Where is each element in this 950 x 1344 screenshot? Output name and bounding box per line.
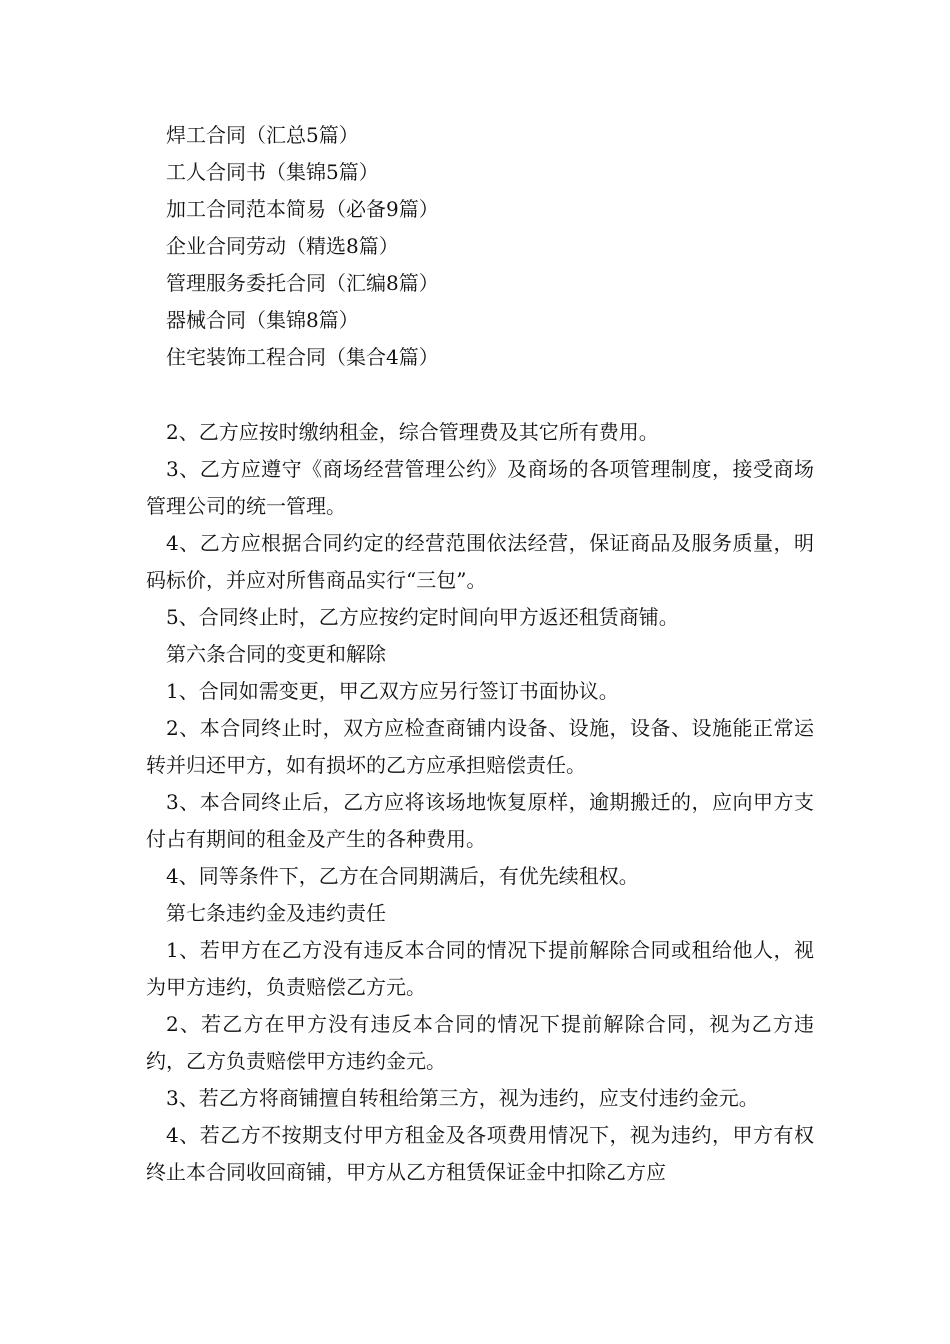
related-link-management-service-contract[interactable]: 管理服务委托合同（汇编8篇） <box>166 271 439 295</box>
related-link-decoration-contract[interactable]: 住宅装饰工程合同（集合4篇） <box>166 345 439 369</box>
related-link-worker-contract[interactable]: 工人合同书（集锦5篇） <box>166 160 379 184</box>
section-heading: 第七条违约金及违约责任 <box>166 901 386 925</box>
related-link-welder-contract[interactable]: 焊工合同（汇总5篇） <box>166 123 359 147</box>
clause-paragraph: 4、乙方应根据合同约定的经营范围依法经营，保证商品及服务质量，明码标价，并应对所售商品实行“三包”。 <box>146 531 814 592</box>
clause-paragraph: 3、乙方应遵守《商场经营管理公约》及商场的各项管理制度，接受商场管理公司的统一管理。 <box>146 457 814 518</box>
clause-paragraph: 4、同等条件下，乙方在合同期满后，有优先续租权。 <box>166 864 639 888</box>
clause-paragraph: 3、本合同终止后，乙方应将该场地恢复原样，逾期搬迁的，应向甲方支付占有期间的租金及产生的各种费用。 <box>146 790 814 851</box>
related-links-list <box>146 117 826 376</box>
clause-paragraph: 2、本合同终止时，双方应检查商铺内设备、设施，设备、设施能正常运转并归还甲方，如有损坏的乙方应承担赔偿责任。 <box>146 716 814 777</box>
clause-paragraph: 3、若乙方将商铺擅自转租给第三方，视为违约，应支付违约金元。 <box>166 1086 759 1110</box>
related-link-processing-contract[interactable]: 加工合同范本简易（必备9篇） <box>166 197 439 221</box>
clause-paragraph: 2、乙方应按时缴纳租金，综合管理费及其它所有费用。 <box>166 420 659 444</box>
clause-paragraph: 1、合同如需变更，甲乙双方应另行签订书面协议。 <box>166 679 619 703</box>
related-link-equipment-contract[interactable]: 器械合同（集锦8篇） <box>166 308 359 332</box>
clause-paragraph: 1、若甲方在乙方没有违反本合同的情况下提前解除合同或租给他人，视为甲方违约，负责赔偿乙方元。 <box>146 938 814 999</box>
contract-body <box>146 414 814 1191</box>
section-heading: 第六条合同的变更和解除 <box>166 642 386 666</box>
clause-paragraph: 4、若乙方不按期支付甲方租金及各项费用情况下，视为违约，甲方有权终止本合同收回商铺，甲方从乙方租赁保证金中扣除乙方应 <box>146 1123 814 1184</box>
related-link-labor-contract[interactable]: 企业合同劳动（精选8篇） <box>166 234 399 258</box>
clause-paragraph: 5、合同终止时，乙方应按约定时间向甲方返还租赁商铺。 <box>166 605 679 629</box>
clause-paragraph: 2、若乙方在甲方没有违反本合同的情况下提前解除合同，视为乙方违约，乙方负责赔偿甲方违约金元。 <box>146 1012 814 1073</box>
